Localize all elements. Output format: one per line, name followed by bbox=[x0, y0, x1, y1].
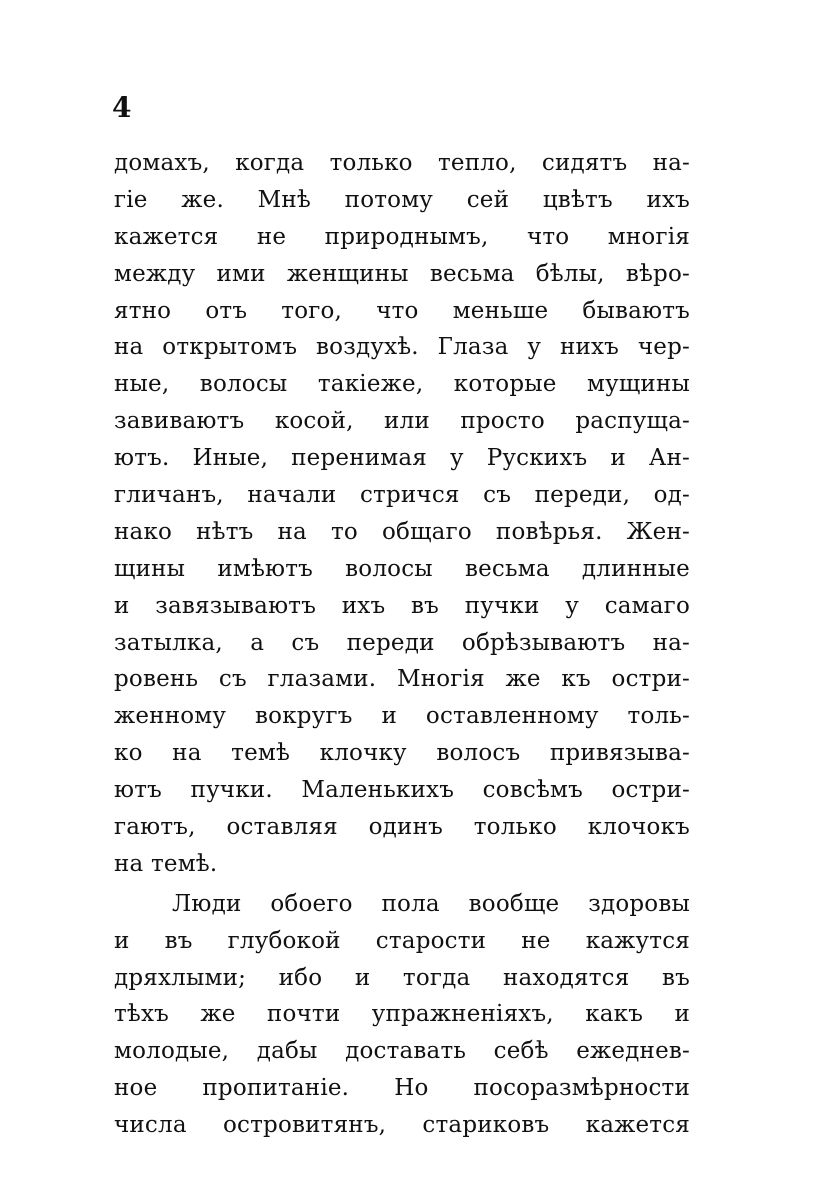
text-line: ровень съ глазами. Многія же къ остри- bbox=[114, 666, 690, 693]
text-line: молодые, дабы доставать себѣ ежеднев- bbox=[114, 1038, 690, 1065]
text-line: Люди обоего пола вообще здоровы bbox=[172, 890, 690, 917]
text-line: на темѣ. bbox=[114, 850, 218, 877]
page-number: 4 bbox=[112, 91, 132, 124]
text-line: кажется не природнымъ, что многія bbox=[114, 223, 690, 250]
text-line: ютъ. Иные, перенимая у Рускихъ и Ан- bbox=[114, 445, 690, 472]
body-text bbox=[114, 145, 690, 1144]
text-line: тѣхъ же почти упражненіяхъ, какъ и bbox=[114, 1001, 690, 1028]
text-line: на открытомъ воздухѣ. Глаза у нихъ чер- bbox=[114, 334, 690, 361]
text-line: ное пропитаніе. Но посоразмѣрности bbox=[114, 1075, 690, 1102]
text-line: ютъ пучки. Маленькихъ совсѣмъ остри- bbox=[114, 777, 690, 804]
text-line: ятно отъ того, что меньше бываютъ bbox=[114, 297, 690, 324]
text-line: между ими женщины весьма бѣлы, вѣро- bbox=[114, 260, 690, 287]
text-line: и завязываютъ ихъ въ пучки у самаго bbox=[114, 592, 690, 619]
text-line: нако нѣтъ на то общаго повѣрья. Жен- bbox=[114, 518, 690, 545]
text-line: гаютъ, оставляя одинъ только клочокъ bbox=[114, 814, 690, 841]
text-line: затылка, а съ переди обрѣзываютъ на- bbox=[114, 629, 690, 656]
text-line: числа островитянъ, стариковъ кажется bbox=[114, 1112, 690, 1139]
text-line: ко на темѣ клочку волосъ привязыва- bbox=[114, 740, 690, 767]
text-line: домахъ, когда только тепло, сидятъ на- bbox=[114, 150, 690, 176]
text-line: гличанъ, начали стричся съ переди, од- bbox=[114, 482, 690, 509]
text-line: завиваютъ косой, или просто распуща- bbox=[114, 408, 690, 435]
text-line: гіе же. Мнѣ потому сей цвѣтъ ихъ bbox=[114, 186, 690, 213]
text-line: ные, волосы такіеже, которые мущины bbox=[114, 371, 690, 398]
text-line: женному вокругъ и оставленному толь- bbox=[114, 703, 690, 730]
text-line: дряхлыми; ибо и тогда находятся въ bbox=[114, 964, 690, 991]
text-line: щины имѣютъ волосы весьма длинные bbox=[114, 555, 690, 582]
text-line: и въ глубокой старости не кажутся bbox=[114, 927, 690, 954]
